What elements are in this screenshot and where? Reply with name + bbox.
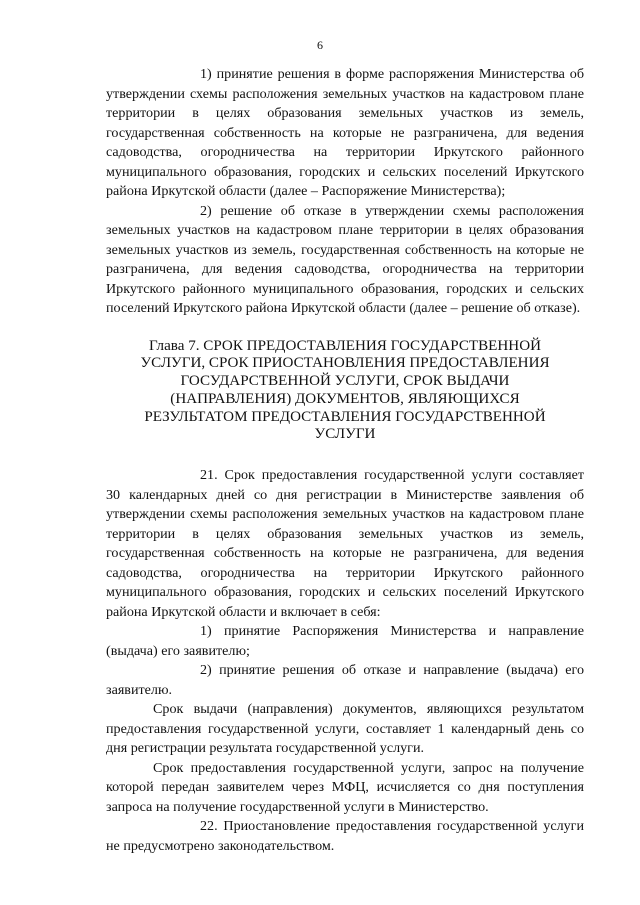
item-number: 2): [200, 662, 212, 679]
paragraph-21-item-2: [106, 661, 584, 700]
paragraph-21: [106, 466, 584, 622]
paragraph-text: Срок предоставления государственной услуги, запрос на получение которой передан заявителем через МФЦ, исчисляется со дня поступления запроса на получение государственной услуги в Министерство.: [106, 759, 584, 815]
item-number: 22.: [200, 818, 218, 835]
paragraph-text: принятие Распоряжения Министерства и направление (выдача) его заявителю;: [106, 623, 584, 659]
document-body: [106, 65, 584, 856]
item-number: 1): [200, 66, 212, 82]
paragraph-text: Срок выдачи (направления) документов, являющихся результатом предоставления государственной услуги, составляет 1 календарный день со дня регистрации результата государственной услуги.: [106, 701, 584, 757]
paragraph-text: принятие решения в форме распоряжения Министерства об утверждении схемы расположения земельных участков на кадастровом плане территории в целях образования земельных участков из земель, государственная собственность на которые не разграничена, для ведения садоводства, огородничества на территории Иркутского районного муниципального образования, городских и сельских поселений Иркутского района Иркутской области (далее – Распоряжение Министерства);: [106, 66, 585, 199]
spacer: [106, 444, 584, 466]
item-number: 1): [200, 623, 212, 640]
paragraph-item-1: [106, 65, 584, 202]
item-number: 2): [200, 202, 212, 219]
paragraph-mfc-term: [106, 759, 584, 818]
item-number: 21.: [200, 467, 218, 484]
paragraph-text: принятие решения об отказе и направление (выдача) его заявителю.: [106, 662, 585, 698]
paragraph-issue-term: [106, 700, 584, 759]
paragraph-21-item-1: [106, 622, 584, 661]
paragraph-22: [106, 817, 584, 856]
paragraph-item-2: [106, 202, 584, 319]
paragraph-text: Приостановление предоставления государственной услуги не предусмотрено законодательством.: [106, 818, 584, 854]
page-number: 6: [317, 38, 323, 52]
paragraph-text: Срок предоставления государственной услуги составляет 30 календарных дней со дня регистрации в Министерстве заявления об утверждении схемы расположения земельных участков на кадастровом плане территории в целях образования земельных участков из земель, государственная собственность на которые не разграничена, для ведения садоводства, огородничества на территории Иркутского районного муниципального образования, городских и сельских поселений Иркутского района Иркутской области и включает в себя:: [106, 467, 584, 620]
paragraph-text: решение об отказе в утверждении схемы расположения земельных участков на кадастровом плане территории в целях образования земельных участков из земель, государственная собственность на которые не разграничена, для ведения садоводства, огородничества на территории Иркутского районного муниципального образования, городских и сельских поселений Иркутского района Иркутской области (далее – решение об отказе).: [106, 202, 584, 316]
chapter-heading: Глава 7. СРОК ПРЕДОСТАВЛЕНИЯ ГОСУДАРСТВЕННОЙ УСЛУГИ, СРОК ПРИОСТАНОВЛЕНИЯ ПРЕДОСТАВЛЕНИЯ ГОСУДАРСТВЕННОЙ УСЛУГИ, СРОК ВЫДАЧИ (НАПРАВЛЕНИЯ) ДОКУМЕНТОВ, ЯВЛЯЮЩИХСЯ РЕЗУЛЬТАТОМ ПРЕДОСТАВЛЕНИЯ ГОСУДАРСТВЕННОЙ УСЛУГИ: [140, 337, 550, 443]
